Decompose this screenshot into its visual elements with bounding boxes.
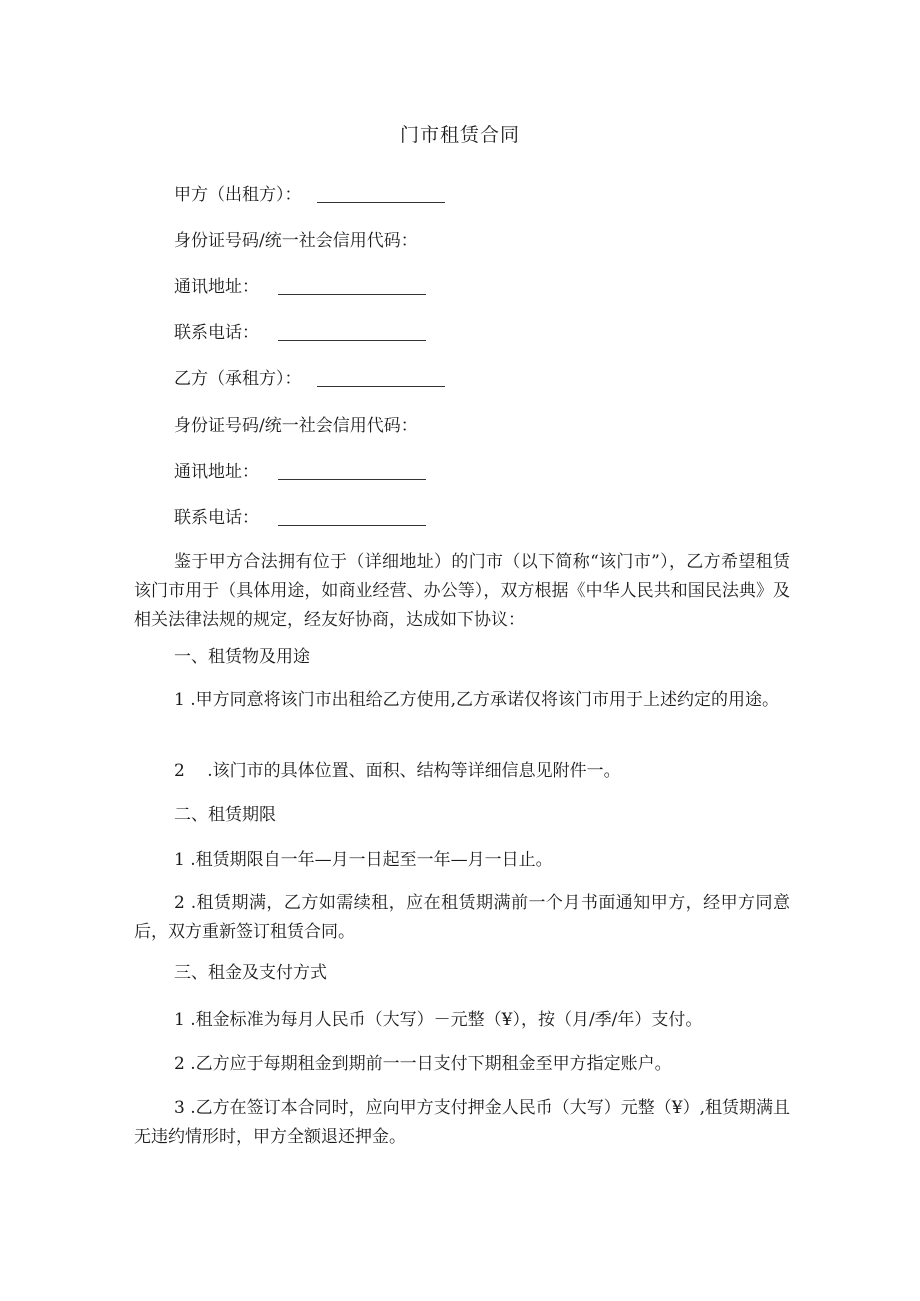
section-3-item-3: 3 .乙方在签订本合同时，应向甲方支付押金人民币（大写）元整（¥）,租赁期满且无违约情形时，甲方全额退还押金。 bbox=[134, 1098, 790, 1147]
party-a-label: 甲方（出租方）： bbox=[174, 185, 302, 205]
party-a-phone-label: 联系电话： bbox=[174, 323, 259, 343]
party-b-field bbox=[174, 367, 445, 391]
section-2-item-2: 2 .租赁期满，乙方如需续租，应在租赁期满前一个月书面通知甲方，经甲方同意后，双方重新签订租赁合同。 bbox=[134, 893, 790, 942]
party-b-blank bbox=[317, 368, 445, 387]
party-b-address-field bbox=[174, 460, 426, 484]
document-title: 门市租赁合同 bbox=[399, 124, 520, 146]
party-b-address-label: 通讯地址： bbox=[174, 462, 259, 482]
party-a-id-field bbox=[174, 229, 418, 253]
section-3-item-1: 1 .租金标准为每月人民币（大写）－元整（¥），按（月/季/年）支付。 bbox=[174, 1010, 703, 1030]
party-b-id-label: 身份证号码/统一社会信用代码： bbox=[174, 416, 418, 436]
section-1-item-1: 1 .甲方同意将该门市出租给乙方使用,乙方承诺仅将该门市用于上述约定的用途。 bbox=[174, 690, 780, 710]
party-a-phone-field bbox=[174, 321, 426, 345]
party-a-phone-blank bbox=[278, 322, 426, 341]
party-a-address-blank bbox=[278, 276, 426, 295]
party-b-phone-field bbox=[174, 506, 426, 530]
party-a-field bbox=[174, 183, 445, 207]
party-a-id-label: 身份证号码/统一社会信用代码： bbox=[174, 231, 418, 251]
party-a-address-field bbox=[174, 275, 426, 299]
party-b-id-field bbox=[174, 414, 418, 438]
section-1-heading: 一、租赁物及用途 bbox=[174, 647, 310, 667]
section-3-item-2: 2 .乙方应于每期租金到期前一一日支付下期租金至甲方指定账户。 bbox=[174, 1054, 672, 1074]
section-3-heading: 三、租金及支付方式 bbox=[174, 963, 327, 983]
party-b-phone-label: 联系电话： bbox=[174, 508, 259, 528]
section-2-item-1: 1 .租赁期限自一年—月一日起至一年—月一日止。 bbox=[174, 850, 553, 870]
section-2-heading: 二、租赁期限 bbox=[174, 805, 276, 825]
preamble-paragraph: 鉴于甲方合法拥有位于（详细地址）的门市（以下简称“该门市”），乙方希望租赁该门市用于（具体用途，如商业经营、办公等），双方根据《中华人民共和国民法典》及相关法律法规的规定，经友好协商，达成如下协议： bbox=[134, 552, 790, 630]
section-1-item-2: 2 .该门市的具体位置、面积、结构等详细信息见附件一。 bbox=[174, 761, 621, 781]
party-b-label: 乙方（承租方）： bbox=[174, 369, 302, 389]
party-b-address-blank bbox=[278, 461, 426, 480]
party-a-blank bbox=[317, 184, 445, 203]
party-a-address-label: 通讯地址： bbox=[174, 277, 259, 297]
party-b-phone-blank bbox=[278, 507, 426, 526]
